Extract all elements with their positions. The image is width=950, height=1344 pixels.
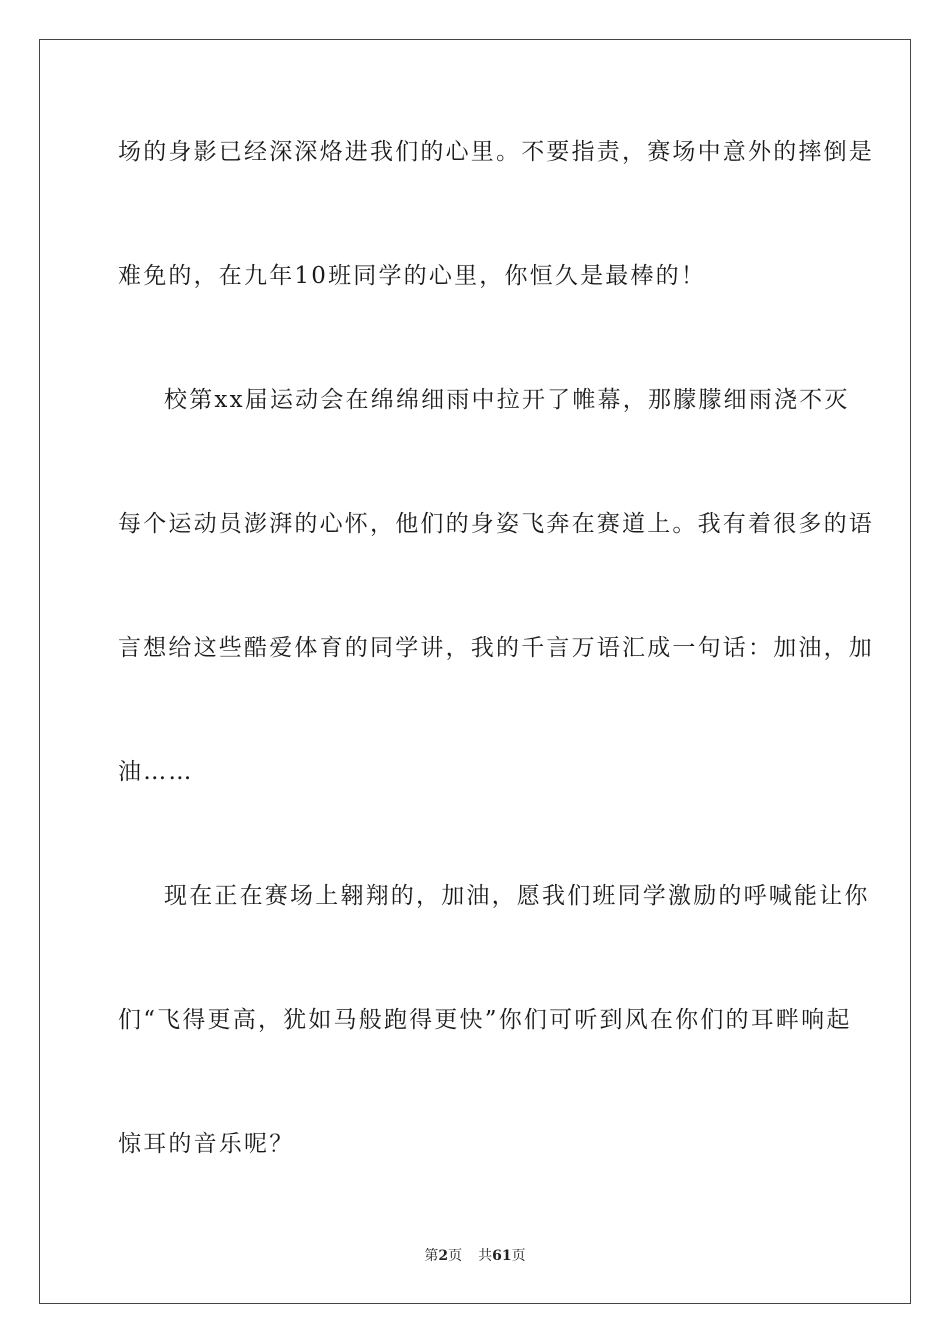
text-line-2: 难免的，在九年10班同学的心里，你恒久是最棒的！	[118, 263, 707, 289]
text-line-9: 惊耳的音乐呢？	[118, 1131, 295, 1157]
text-line-5: 言想给这些酷爱体育的同学讲，我的千言万语汇成一句话：加油，加	[118, 635, 874, 661]
text-line-7: 现在正在赛场上翱翔的，加油，愿我们班同学激励的呼喊能让你	[164, 883, 870, 909]
text-line-3: 校第xx届运动会在绵绵细雨中拉开了帷幕，那朦朦细雨浇不灭	[164, 387, 850, 413]
text-line-1: 场的身影已经深深烙进我们的心里。不要指责，赛场中意外的摔倒是	[118, 139, 874, 165]
footer-total-suffix: 页	[511, 1248, 526, 1264]
text-line-6: 油……	[118, 759, 194, 785]
footer-page-suffix: 页	[448, 1248, 463, 1264]
page-border	[39, 39, 911, 1304]
footer-total-prefix: 共	[478, 1248, 493, 1264]
footer-page-prefix: 第	[424, 1248, 439, 1264]
page-footer	[0, 1247, 950, 1265]
text-line-4: 每个运动员澎湃的心怀，他们的身姿飞奔在赛道上。我有着很多的语	[118, 511, 874, 537]
footer-page-current: 2	[438, 1248, 449, 1264]
text-line-8: 们“飞得更高，犹如马般跑得更快”你们可听到风在你们的耳畔响起	[118, 1007, 852, 1033]
footer-page-total: 61	[492, 1248, 512, 1264]
